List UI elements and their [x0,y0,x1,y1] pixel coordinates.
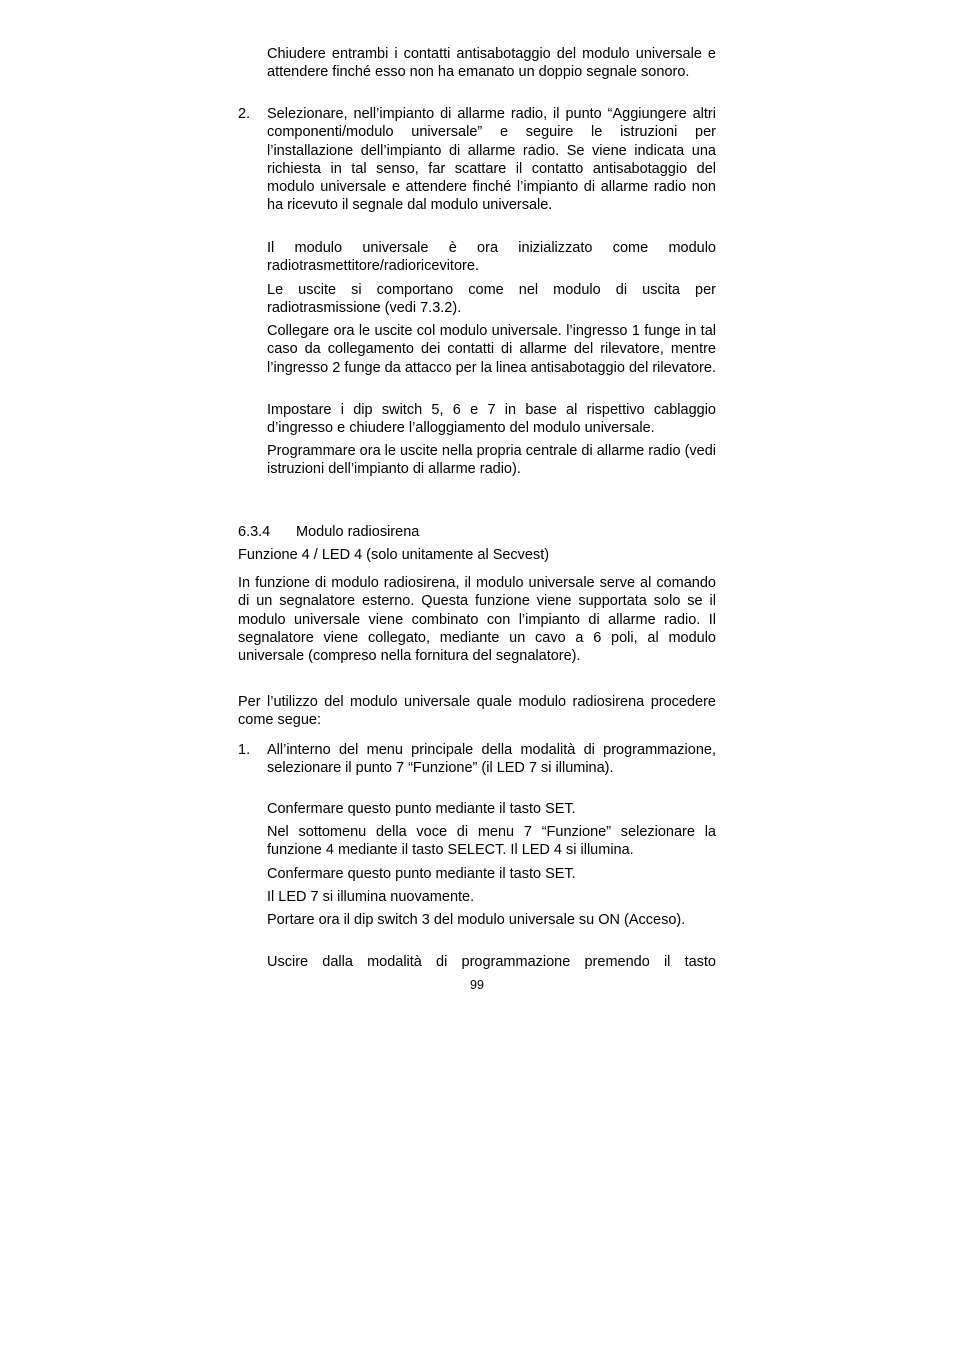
paragraph-confirm-set-2: Confermare questo punto mediante il tasto SET. [267,866,576,882]
paragraph-program-outputs: Programmare ora le uscite nella propria centrale di allarme radio (vedi istruzioni dell’impianto di allarme radio). [267,443,716,478]
paragraph-close-contacts: Chiudere entrambi i contatti antisabotaggio del modulo universale e attendere finché esso non ha emanato un doppio segnale sonoro. [267,46,716,81]
list-item-select-component: Selezionare, nell’impianto di allarme radio, il punto “Aggiungere altri componenti/modulo universale” e seguire le istruzioni per l’installazione dell’impianto di allarme radio. Se viene indicata una richiesta in tal senso, far scattare il contatto antisabotaggio del modulo universale e attendere finché l’impianto di allarme radio non ha ricevuto il segnale dal modulo universale. [267,106,716,214]
paragraph-confirm-set-1: Confermare questo punto mediante il tasto SET. [267,801,576,817]
list-number-1: 1. [238,742,251,758]
section-title: Modulo radiosirena [296,524,420,540]
paragraph-submenu-select: Nel sottomenu della voce di menu 7 “Funzione” selezionare la funzione 4 mediante il tasto SELECT. Il LED 4 si illumina. [267,824,716,859]
list-item-main-menu: All’interno del menu principale della modalità di programmazione, selezionare il punto 7 “Funzione” (il LED 7 si illumina). [267,742,716,777]
paragraph-led7-again: Il LED 7 si illumina nuovamente. [267,889,475,905]
paragraph-function-led: Funzione 4 / LED 4 (solo unitamente al Secvest) [238,547,550,563]
paragraph-outputs-behaviour: Le uscite si comportano come nel modulo di uscita per radiotrasmissione (vedi 7.3.2). [267,282,716,317]
paragraph-procedure-intro: Per l’utilizzo del modulo universale quale modulo radiosirena procedere come segue: [238,694,716,729]
section-number: 6.3.4 [238,524,271,540]
paragraph-dip-switch-3: Portare ora il dip switch 3 del modulo universale su ON (Acceso). [267,912,686,928]
paragraph-connect-outputs: Collegare ora le uscite col modulo universale. l’ingresso 1 funge in tal caso da collegamento dei contatti di allarme del rilevatore, mentre l’ingresso 2 funge da attacco per la linea antisabotaggio del rilevatore. [267,323,716,376]
paragraph-radiosiren-intro: In funzione di modulo radiosirena, il modulo universale serve al comando di un segnalatore esterno. Questa funzione viene supportata solo se il modulo universale viene combinato con l’impianto di allarme radio. Il segnalatore viene collegato, mediante un cavo a 6 poli, al modulo universale (compreso nella fornitura del segnalatore). [238,575,716,665]
paragraph-exit-programming: Uscire dalla modalità di programmazione premendo il tasto [267,954,716,970]
paragraph-initialized: Il modulo universale è ora inizializzato come modulo radiotrasmettitore/radioricevitore. [267,240,716,275]
page-number: 99 [470,978,484,992]
list-number-2: 2. [238,106,251,122]
paragraph-dip-switches: Impostare i dip switch 5, 6 e 7 in base al rispettivo cablaggio d’ingresso e chiudere l’alloggiamento del modulo universale. [267,402,716,437]
